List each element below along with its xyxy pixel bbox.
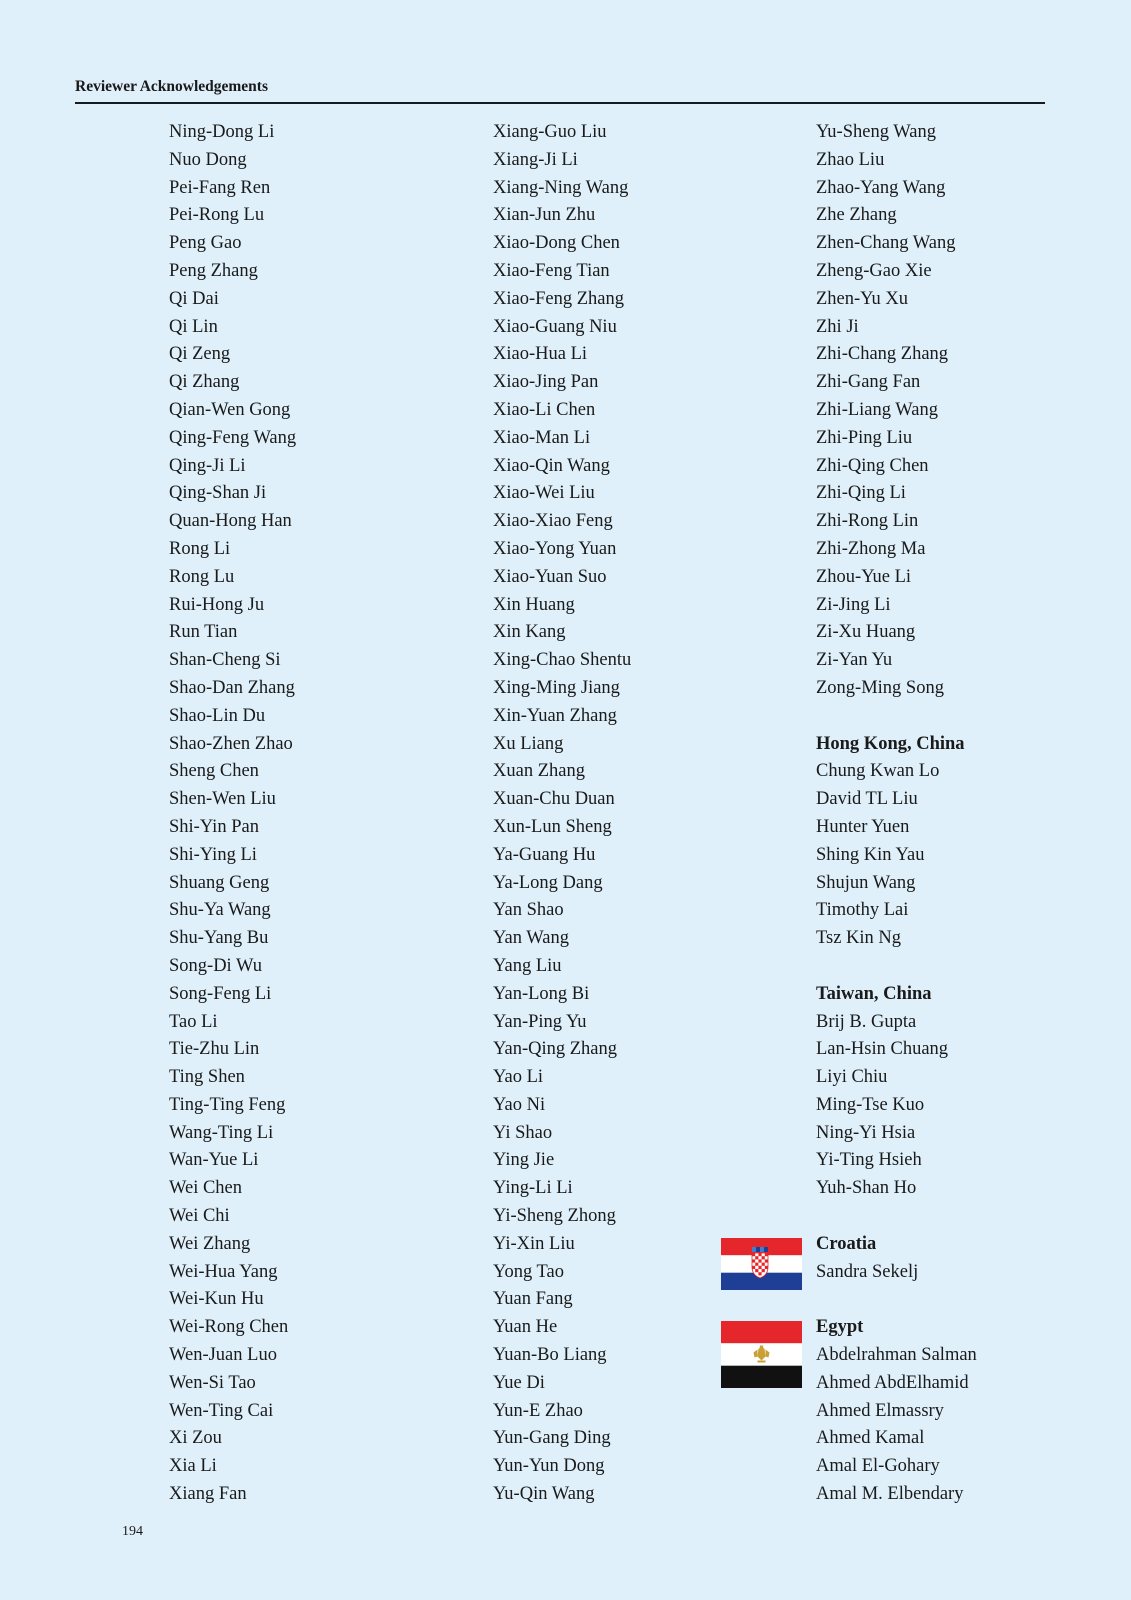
reviewer-name: Xian-Jun Zhu [493, 205, 596, 226]
reviewer-name: Sandra Sekelj [816, 1261, 919, 1282]
page-number: 194 [122, 1524, 143, 1539]
reviewer-name: Song-Feng Li [169, 983, 272, 1004]
reviewer-name: Xun-Lun Sheng [493, 816, 612, 837]
reviewer-name: Pei-Fang Ren [169, 177, 271, 198]
reviewer-name: Xiao-Guang Niu [493, 316, 617, 337]
reviewer-name: David TL Liu [816, 789, 918, 810]
reviewer-name: Qi Zeng [169, 344, 231, 365]
reviewer-name: Yan Shao [493, 900, 564, 921]
hong-kong-heading: Hong Kong, China [816, 733, 965, 754]
reviewer-name: Zhi-Qing Chen [816, 455, 929, 476]
reviewer-name: Yun-Gang Ding [493, 1428, 611, 1449]
reviewer-name: Wen-Ting Cai [169, 1400, 274, 1421]
reviewer-name: Xuan Zhang [493, 761, 585, 782]
reviewer-name: Xu Liang [493, 733, 564, 754]
reviewer-name: Song-Di Wu [169, 955, 262, 976]
reviewer-name: Zhao-Yang Wang [816, 177, 946, 198]
reviewer-name: Zong-Ming Song [816, 677, 944, 698]
reviewer-name: Xiang-Guo Liu [493, 122, 607, 142]
reviewer-name: Zi-Jing Li [816, 594, 891, 615]
reviewer-name: Lan-Hsin Chuang [816, 1039, 949, 1060]
reviewer-name: Zhen-Yu Xu [816, 288, 908, 309]
reviewer-name: Zi-Yan Yu [816, 650, 893, 671]
reviewer-name: Run Tian [169, 622, 238, 643]
reviewer-name: Shao-Dan Zhang [169, 677, 295, 698]
names-column-3 [816, 119, 977, 1509]
reviewer-name: Ning-Dong Li [169, 122, 275, 142]
reviewer-name: Qing-Feng Wang [169, 427, 297, 448]
reviewer-name: Xiao-Man Li [493, 427, 591, 448]
reviewer-name: Shao-Lin Du [169, 705, 266, 726]
reviewer-name: Wei Chi [169, 1206, 230, 1227]
reviewer-name: Wei Chen [169, 1178, 243, 1199]
reviewer-name: Rong Lu [169, 566, 235, 587]
reviewer-name: Amal El-Gohary [816, 1456, 940, 1477]
reviewer-name: Liyi Chiu [816, 1067, 888, 1088]
reviewer-name: Ying-Li Li [493, 1178, 573, 1199]
reviewer-name: Wen-Juan Luo [169, 1345, 277, 1366]
reviewer-name: Ming-Tse Kuo [816, 1094, 925, 1115]
reviewer-name: Xiao-Yong Yuan [493, 538, 617, 559]
reviewer-name: Xiang-Ji Li [493, 149, 578, 170]
reviewer-name: Zhi-Chang Zhang [816, 344, 949, 365]
header-rule [75, 102, 1045, 104]
reviewer-name: Nuo Dong [169, 149, 247, 170]
reviewer-name: Yuan-Bo Liang [493, 1345, 607, 1366]
croatia-list [816, 1259, 977, 1287]
reviewer-name: Xuan-Chu Duan [493, 789, 615, 810]
reviewer-name: Qian-Wen Gong [169, 399, 291, 420]
reviewer-name: Qi Lin [169, 316, 218, 337]
reviewer-name: Xiao-Qin Wang [493, 455, 610, 476]
reviewer-name: Pei-Rong Lu [169, 205, 265, 226]
reviewer-name: Yan Wang [493, 928, 569, 949]
reviewer-name: Brij B. Gupta [816, 1011, 917, 1032]
croatia-coat-of-arms [752, 1247, 768, 1278]
reviewer-name: Yun-E Zhao [493, 1400, 583, 1421]
hong-kong-list [816, 758, 977, 953]
taiwan-list [816, 1009, 977, 1204]
reviewer-name: Shu-Yang Bu [169, 928, 269, 949]
reviewer-name: Yue Di [493, 1372, 545, 1393]
reviewer-name: Yi-Sheng Zhong [493, 1206, 616, 1227]
taiwan-heading: Taiwan, China [816, 983, 932, 1004]
reviewer-name: Zhi-Ping Liu [816, 427, 913, 448]
reviewer-name: Zhi-Rong Lin [816, 511, 919, 532]
reviewer-name: Shao-Zhen Zhao [169, 733, 293, 754]
reviewer-name: Zhe Zhang [816, 205, 897, 226]
reviewer-name: Zhi-Liang Wang [816, 399, 938, 420]
reviewer-name: Wei Zhang [169, 1233, 251, 1254]
reviewer-name: Yao Li [493, 1067, 544, 1088]
reviewer-name: Xiao-Dong Chen [493, 233, 620, 254]
reviewer-name: Wen-Si Tao [169, 1372, 256, 1393]
reviewer-name: Xin Huang [493, 594, 575, 615]
reviewer-name: Ting Shen [169, 1067, 245, 1088]
reviewer-name: Zhi-Zhong Ma [816, 538, 926, 559]
reviewer-name: Ying Jie [493, 1150, 555, 1171]
reviewer-name: Xiao-Feng Zhang [493, 288, 625, 309]
croatia-heading: Croatia [816, 1233, 877, 1254]
croatia-flag-icon [721, 1238, 802, 1290]
reviewer-name: Tie-Zhu Lin [169, 1039, 260, 1060]
reviewer-name: Yu-Qin Wang [493, 1484, 595, 1505]
reviewer-name: Hunter Yuen [816, 816, 910, 837]
reviewer-name: Zhi-Gang Fan [816, 372, 921, 393]
reviewer-name: Yuh-Shan Ho [816, 1178, 917, 1199]
running-header: Reviewer Acknowledgements [75, 78, 269, 95]
reviewer-name: Xiao-Wei Liu [493, 483, 595, 504]
reviewer-name: Ahmed Elmassry [816, 1400, 944, 1421]
reviewer-name: Ting-Ting Feng [169, 1094, 286, 1115]
reviewer-name: Xiang-Ning Wang [493, 177, 629, 198]
reviewer-name: Wei-Hua Yang [169, 1261, 278, 1282]
reviewer-name: Xi Zou [169, 1428, 222, 1449]
reviewer-name: Shan-Cheng Si [169, 650, 281, 671]
reviewer-name: Zhi Ji [816, 316, 859, 337]
reviewer-name: Xin Kang [493, 622, 566, 643]
reviewer-name: Wei-Rong Chen [169, 1317, 289, 1338]
reviewer-name: Shi-Ying Li [169, 844, 257, 865]
reviewer-name: Tsz Kin Ng [816, 928, 902, 949]
reviewer-name: Yuan Fang [493, 1289, 573, 1310]
reviewer-name: Tao Li [169, 1011, 218, 1032]
reviewer-name: Zhao Liu [816, 149, 885, 170]
egypt-heading: Egypt [816, 1317, 864, 1338]
reviewer-name: Yong Tao [493, 1261, 565, 1282]
reviewer-name: Xing-Ming Jiang [493, 677, 620, 698]
egypt-flag-black-stripe [721, 1366, 802, 1388]
reviewer-name: Zi-Xu Huang [816, 622, 916, 643]
reviewer-name: Sheng Chen [169, 761, 259, 782]
reviewer-name: Xia Li [169, 1456, 217, 1477]
reviewer-name: Yu-Sheng Wang [816, 122, 936, 142]
reviewer-name: Peng Gao [169, 233, 242, 254]
reviewer-name: Xiao-Xiao Feng [493, 511, 613, 532]
reviewer-name: Wang-Ting Li [169, 1122, 274, 1143]
reviewer-name: Yuan He [493, 1317, 558, 1338]
reviewer-name: Qi Zhang [169, 372, 240, 393]
reviewer-name: Yan-Ping Yu [493, 1011, 587, 1032]
reviewer-name: Xiao-Li Chen [493, 399, 596, 420]
reviewer-name: Shuang Geng [169, 872, 270, 893]
reviewer-name: Zhou-Yue Li [816, 566, 912, 587]
reviewer-name: Abdelrahman Salman [816, 1345, 977, 1366]
reviewer-name: Yang Liu [493, 955, 562, 976]
reviewer-name: Xiao-Jing Pan [493, 372, 599, 393]
reviewer-name: Yun-Yun Dong [493, 1456, 605, 1477]
reviewer-name: Ahmed Kamal [816, 1428, 925, 1449]
reviewer-name: Yi-Xin Liu [493, 1233, 575, 1254]
reviewer-name: Ya-Long Dang [493, 872, 603, 893]
reviewer-name: Xin-Yuan Zhang [493, 705, 617, 726]
reviewer-name: Rong Li [169, 538, 231, 559]
reviewer-name: Shujun Wang [816, 872, 916, 893]
names-column-2 [493, 119, 631, 1509]
reviewer-name: Qing-Ji Li [169, 455, 246, 476]
reviewer-name: Quan-Hong Han [169, 511, 292, 532]
reviewer-name: Wan-Yue Li [169, 1150, 259, 1171]
egypt-list [816, 1342, 977, 1509]
egypt-flag-red-stripe [721, 1321, 802, 1343]
reviewer-name: Shu-Ya Wang [169, 900, 271, 921]
egypt-flag-icon [721, 1321, 802, 1388]
reviewer-name: Zhen-Chang Wang [816, 233, 956, 254]
reviewer-name: Yan-Long Bi [493, 983, 590, 1004]
reviewer-name: Peng Zhang [169, 260, 258, 281]
reviewer-name: Yi-Ting Hsieh [816, 1150, 922, 1171]
reviewer-name: Xing-Chao Shentu [493, 650, 632, 671]
names-column-1 [169, 119, 296, 1509]
china-continued-list [816, 119, 977, 703]
reviewer-name: Yan-Qing Zhang [493, 1039, 618, 1060]
reviewer-name: Yi Shao [493, 1122, 553, 1143]
reviewer-name: Yao Ni [493, 1094, 546, 1115]
reviewer-name: Xiao-Yuan Suo [493, 566, 607, 587]
reviewer-name: Zhi-Qing Li [816, 483, 906, 504]
reviewer-name: Amal M. Elbendary [816, 1484, 964, 1505]
reviewer-name: Rui-Hong Ju [169, 594, 265, 615]
reviewer-name: Xiao-Hua Li [493, 344, 588, 365]
reviewer-name: Timothy Lai [816, 900, 909, 921]
reviewer-name: Xiang Fan [169, 1484, 247, 1505]
reviewer-name: Ning-Yi Hsia [816, 1122, 916, 1143]
reviewer-name: Qi Dai [169, 288, 219, 309]
reviewer-name: Ahmed AbdElhamid [816, 1372, 969, 1393]
reviewer-name: Qing-Shan Ji [169, 483, 267, 504]
reviewer-name: Xiao-Feng Tian [493, 260, 610, 281]
reviewer-name: Shi-Yin Pan [169, 816, 259, 837]
reviewer-name: Ya-Guang Hu [493, 844, 596, 865]
reviewer-name: Chung Kwan Lo [816, 761, 940, 782]
reviewer-name: Shen-Wen Liu [169, 789, 276, 810]
reviewer-name: Zheng-Gao Xie [816, 260, 932, 281]
reviewer-name: Wei-Kun Hu [169, 1289, 264, 1310]
reviewer-name: Shing Kin Yau [816, 844, 925, 865]
